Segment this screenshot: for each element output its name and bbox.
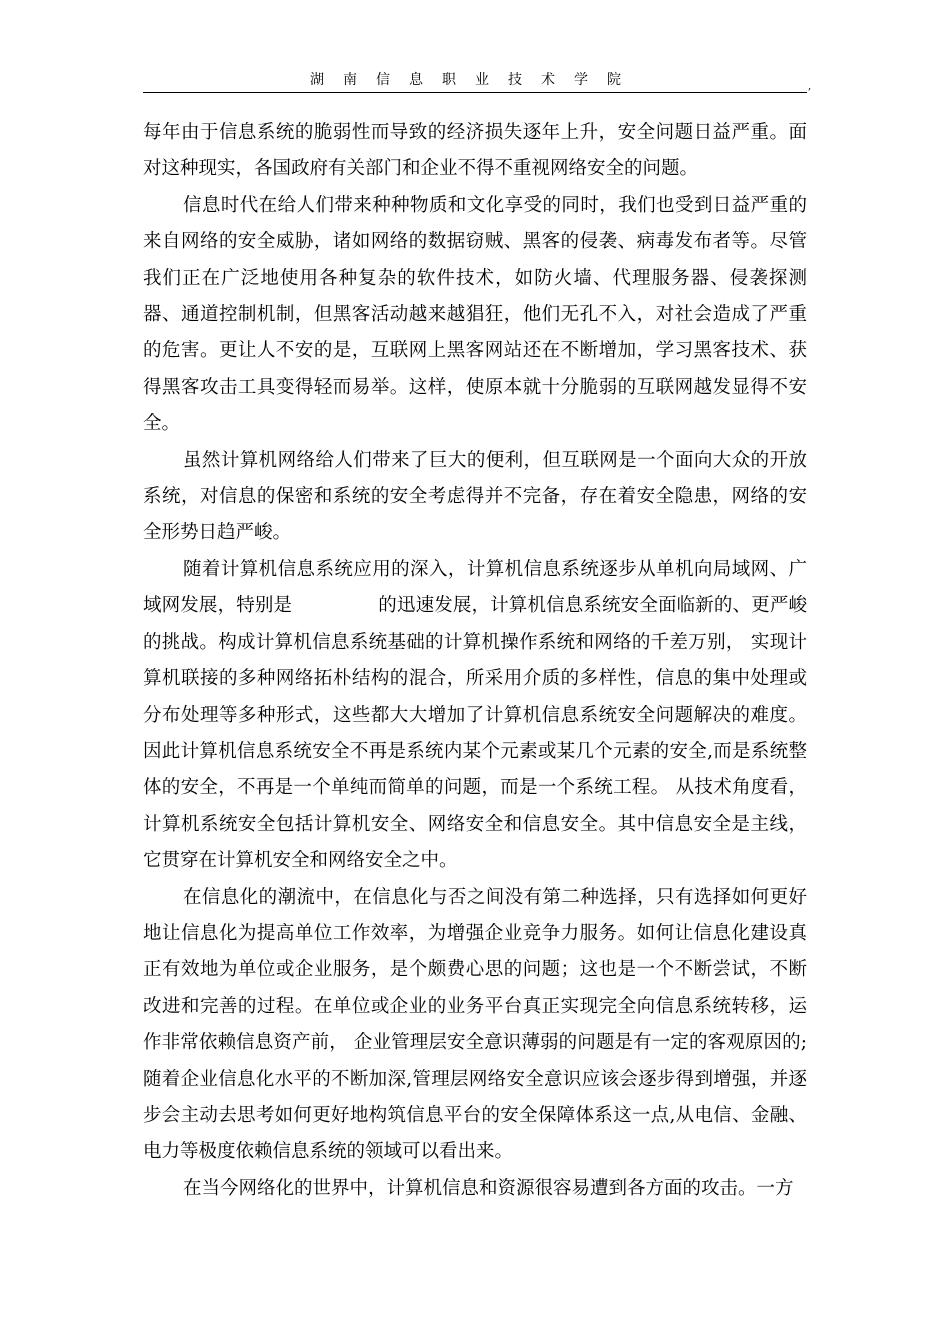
header-mark: , xyxy=(808,81,812,92)
paragraph-4-part-2: 的迅速发展，计算机信息系统安全面临新的、更严峻的挑战。构成计算机信息系统基础的计算机操作系统和网络的千差万别， 实现计算机联接的多种网络拓朴结构的混合，所采用介质的多样性，信息的集中处理或分布处理等多种形式，这些都大大增加了计算机信息系统安全问题解决的难度。因此计算机信息系统安全不再是系统内某个元素或某几个元素的安全,而是系统整体的安全，不再是一个单纯而简单的问题，而是一个系统工程。 从技术角度看，计算机系统安全包括计算机安全、网络安全和信息安全。其中信息安全是主线，它贯穿在计算机安全和网络安全之中。 xyxy=(143,595,807,872)
header-rule xyxy=(143,92,807,93)
document-body xyxy=(143,115,807,1207)
paragraph-4-part-1: 随着计算机信息系统应用的深入，计算机信息系统逐步从单机向局域网、广域网发展，特别是 xyxy=(143,558,807,617)
paragraph-4 xyxy=(143,552,807,880)
page-header-title: 湖南信息职业技术学院 xyxy=(310,72,640,88)
paragraph-5: 在信息化的潮流中，在信息化与否之间没有第二种选择，只有选择如何更好地让信息化为提高单位工作效率，为增强企业竞争力服务。如何让信息化建设真正有效地为单位或企业服务，是个颇费心思的问题；这也是一个不断尝试，不断改进和完善的过程。在单位或企业的业务平台真正实现完全向信息系统转移，运作非常依赖信息资产前， 企业管理层安全意识薄弱的问题是有一定的客观原因的;随着企业信息化水平的不断加深,管理层网络安全意识应该会逐步得到增强，并逐步会主动去思考如何更好地构筑信息平台的安全保障体系这一点,从电信、金融、电力等极度依赖信息系统的领域可以看出来。 xyxy=(143,886,807,1163)
paragraph-3: 虽然计算机网络给人们带来了巨大的便利，但互联网是一个面向大众的开放系统，对信息的保密和系统的安全考虑得并不完备，存在着安全隐患，网络的安全形势日趋严峻。 xyxy=(143,449,807,544)
paragraph-1: 每年由于信息系统的脆弱性而导致的经济损失逐年上升，安全问题日益严重。面对这种现实，各国政府有关部门和企业不得不重视网络安全的问题。 xyxy=(143,122,807,180)
paragraph-2: 信息时代在给人们带来种种物质和文化享受的同时，我们也受到日益严重的来自网络的安全威胁，诸如网络的数据窃贼、黑客的侵袭、病毒发布者等。尽管我们正在广泛地使用各种复杂的软件技术，如防火墙、代理服务器、侵袭探测器、通道控制机制，但黑客活动越来越猖狂，他们无孔不入，对社会造成了严重的危害。更让人不安的是，互联网上黑客网站还在不断增加，学习黑客技术、获得黑客攻击工具变得轻而易举。这样，使原本就十分脆弱的互联网越发显得不安全。 xyxy=(143,194,807,435)
paragraph-6: 在当今网络化的世界中，计算机信息和资源很容易遭到各方面的攻击。一方 xyxy=(183,1177,794,1199)
